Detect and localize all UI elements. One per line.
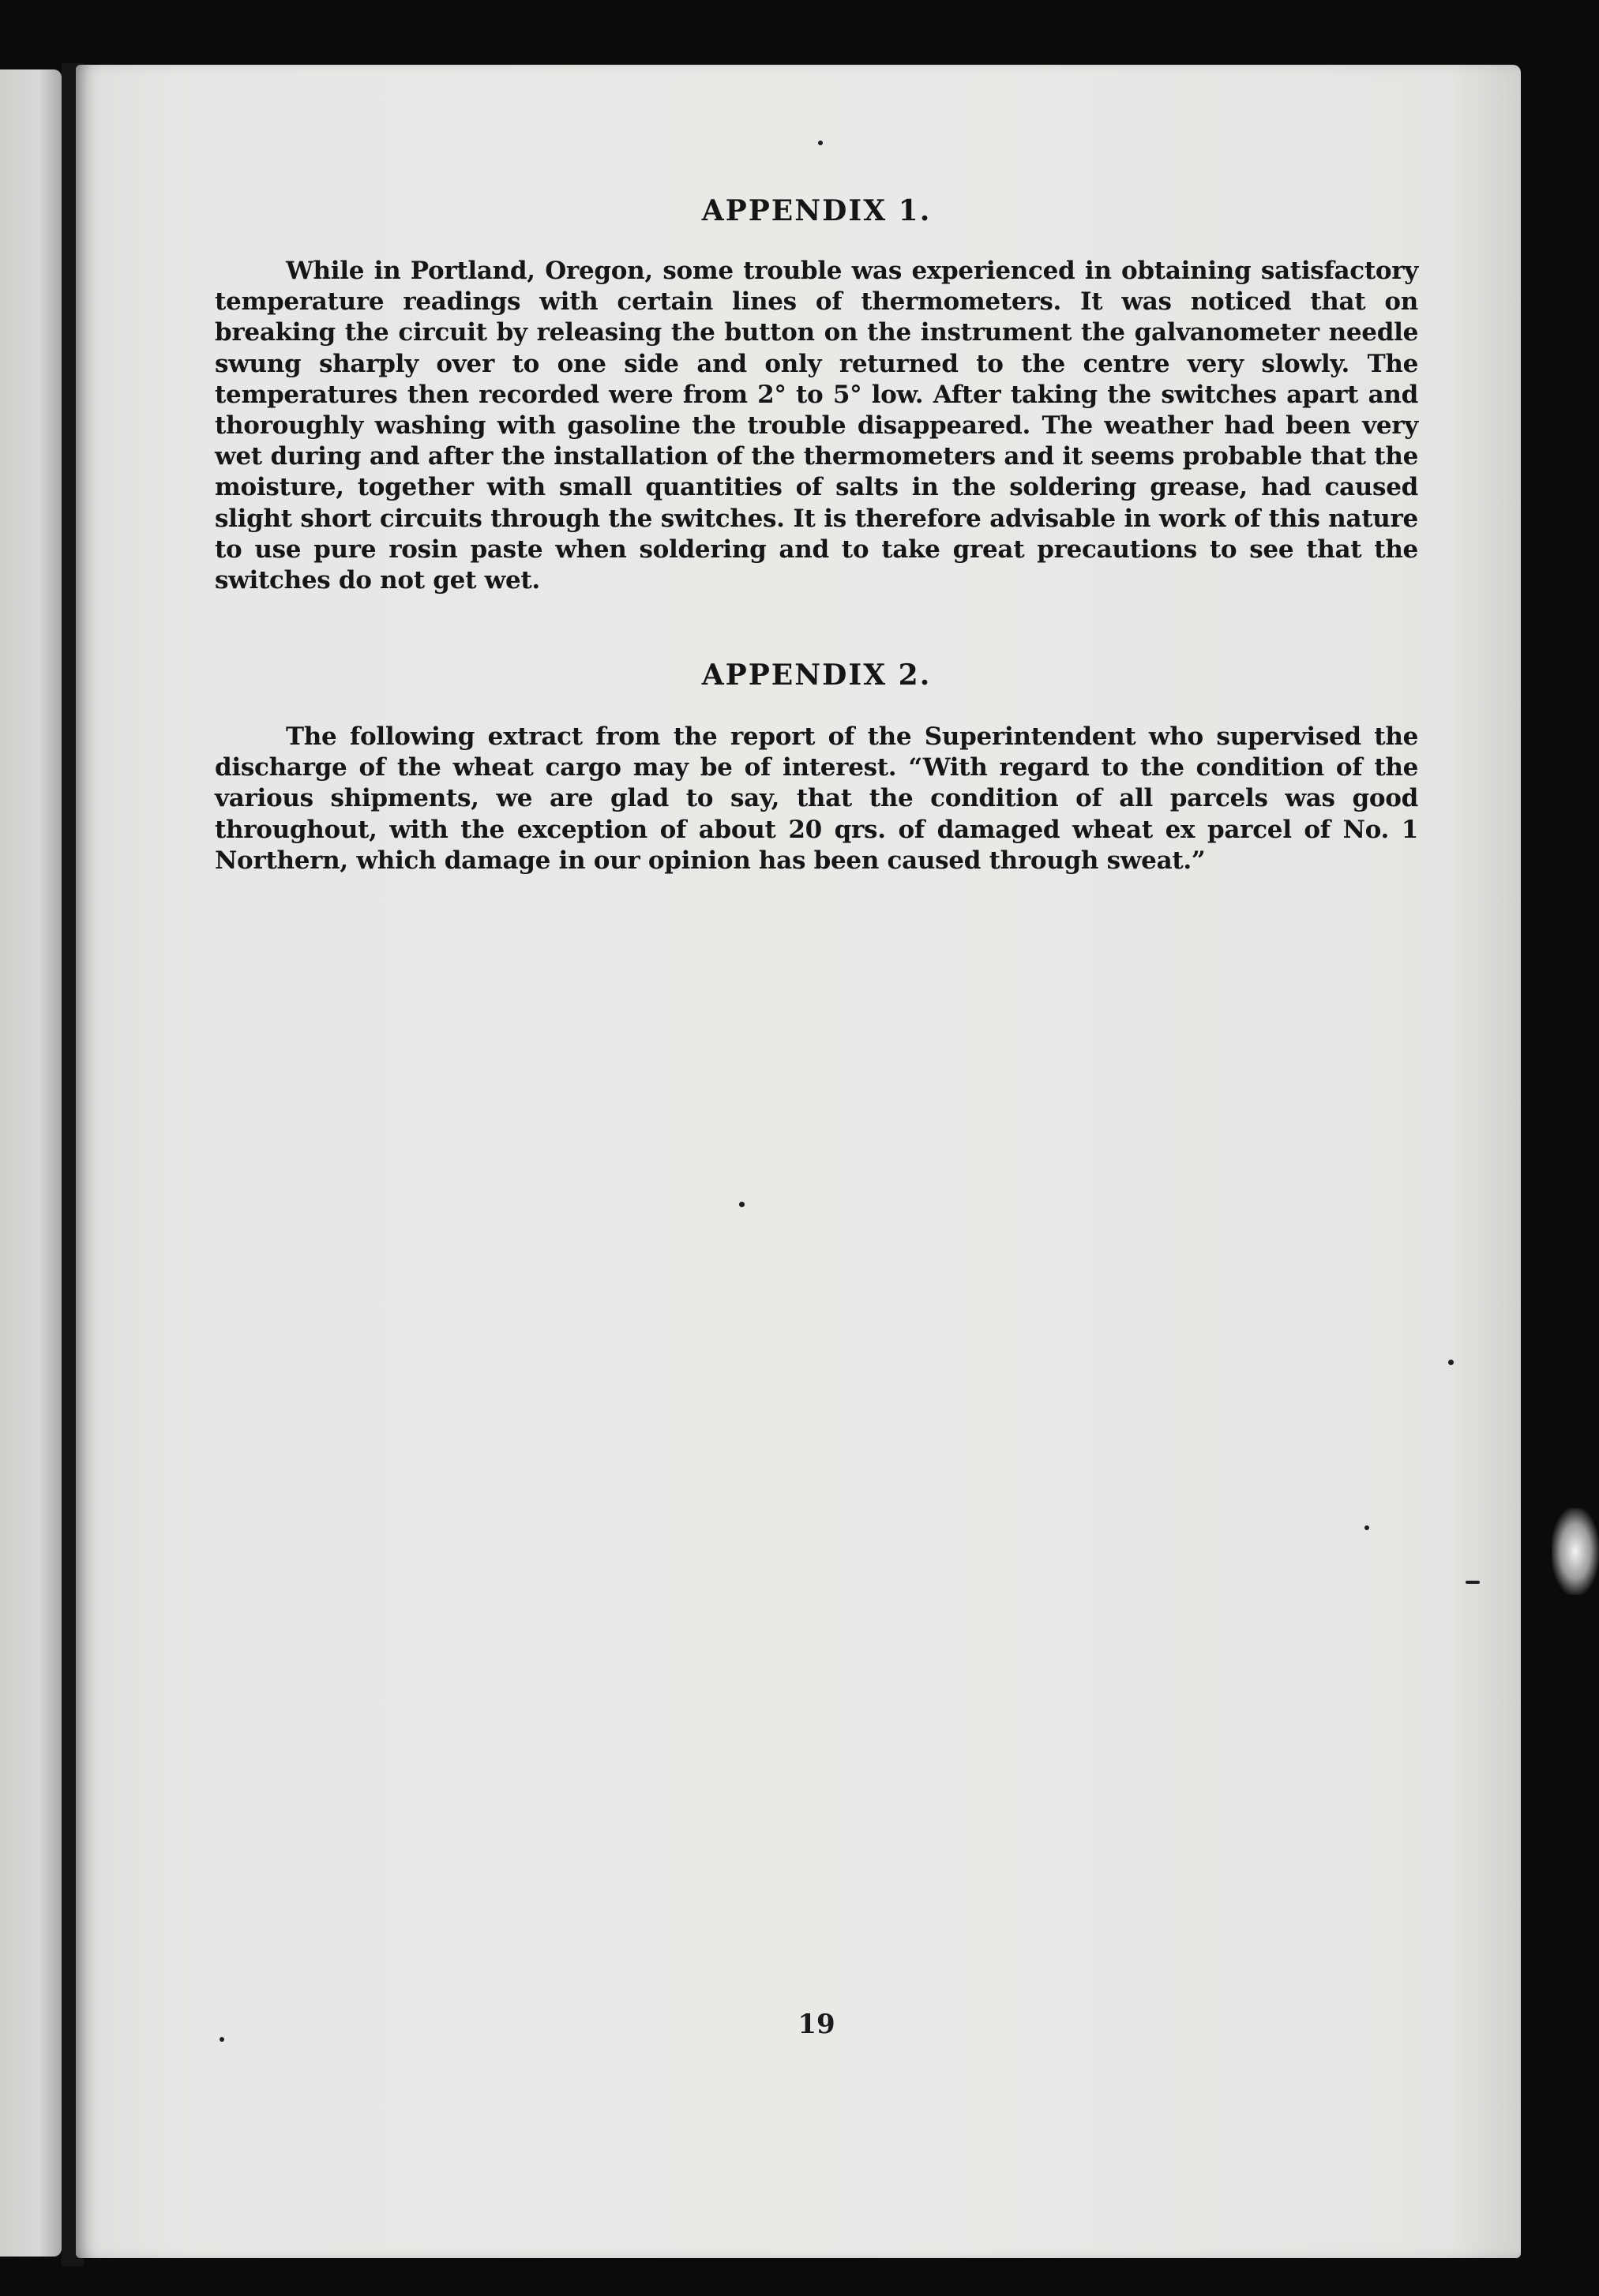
document-page bbox=[76, 65, 1521, 2258]
dust-speck bbox=[1466, 1581, 1480, 1584]
page-number: 19 bbox=[798, 2009, 835, 2040]
dust-speck bbox=[818, 141, 823, 145]
appendix-2-paragraph: The following extract from the report of the Superintendent who supervised the discharge of the wheat cargo may be of interest. “With regard to the condition of the various shipments, we are glad to say, that the condition of all parcels was good throughout, with the exception of about 20 qrs. of damaged wheat ex parcel of No. 1 Northern, which damage in our opinion has been caused through sweat.” bbox=[215, 722, 1418, 875]
dust-speck bbox=[739, 1202, 745, 1207]
appendix-2-heading: APPENDIX 2. bbox=[701, 658, 932, 692]
dust-speck bbox=[220, 2037, 224, 2042]
appendix-1-paragraph: While in Portland, Oregon, some trouble was experienced in obtaining satisfactory temperature readings with certain lines of thermometers. It was noticed that on breaking the circuit by releasing the button on the instrument the galvanometer needle swung sharply over to one side and only returned to the centre very slowly. The temperatures then recorded were from 2° to 5° low. After taking the switches apart and thoroughly washing with gasoline the trouble disappeared. The weather had been very wet during and after the installation of the thermometers and it seems probable that the moisture, together with small quantities of salts in the soldering grease, had caused slight short circuits through the switches. It is therefore advisable in work of this nature to use pure rosin paste when soldering and to take great precautions to see that the switches do not get wet. bbox=[215, 257, 1418, 595]
previous-page-edge bbox=[0, 69, 62, 2257]
dust-speck bbox=[1448, 1360, 1454, 1365]
dust-speck bbox=[1364, 1525, 1369, 1530]
appendix-1-heading: APPENDIX 1. bbox=[701, 194, 932, 227]
scanner-glare bbox=[1552, 1508, 1599, 1595]
